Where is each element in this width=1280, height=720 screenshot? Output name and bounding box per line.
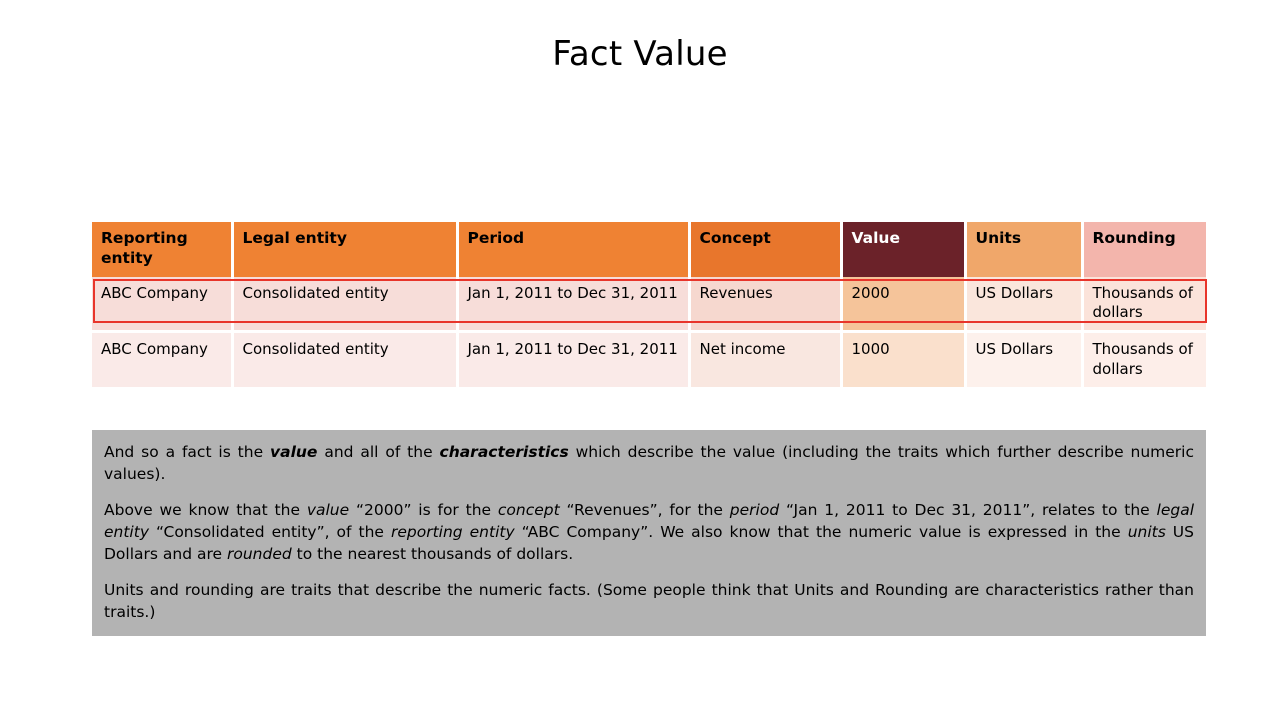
cell-reporting-entity: ABC Company — [92, 332, 232, 387]
caption-p2-emphasis-value: value — [306, 501, 350, 519]
caption-p2-text-6: “ABC Company”. We also know that the numeric value is expressed in the — [514, 523, 1128, 541]
table-row — [92, 332, 1206, 387]
caption-p1-text-3: which describe the value (including the traits which further describe numeric values). — [104, 443, 1194, 483]
caption-p2-text-2: “2000” is for the — [349, 501, 498, 519]
caption-p2-text-8: to the nearest thousands of dollars. — [291, 545, 574, 563]
caption-p2-emphasis-legal-entity: legal entity — [104, 501, 1195, 541]
column-header-reporting-entity: Reporting entity — [92, 222, 232, 277]
caption-p2-emphasis-reporting-entity: reporting entity — [390, 523, 515, 541]
cell-value: 1000 — [841, 332, 965, 387]
cell-value: 2000 — [841, 277, 965, 332]
caption-paragraph-2 — [104, 499, 1194, 565]
cell-reporting-entity: ABC Company — [92, 277, 232, 332]
cell-concept: Net income — [689, 332, 841, 387]
cell-period: Jan 1, 2011 to Dec 31, 2011 — [457, 332, 689, 387]
cell-legal-entity: Consolidated entity — [232, 277, 457, 332]
caption-p1-text-2: and all of the — [317, 443, 440, 461]
column-header-legal-entity: Legal entity — [232, 222, 457, 277]
caption-p2-text-5: “Consolidated entity”, of the — [149, 523, 391, 541]
caption-p2-text-7: US Dollars and are — [104, 523, 1194, 563]
caption-p2-emphasis-period: period — [729, 501, 780, 519]
cell-rounding: Thousands of dollars — [1082, 277, 1206, 332]
fact-table — [92, 222, 1206, 387]
column-header-units: Units — [965, 222, 1082, 277]
caption-p1-text-1: And so a fact is the — [104, 443, 270, 461]
caption-paragraph-3: Units and rounding are traits that describe the numeric facts. (Some people think that Units and Rounding are characteristics rather than traits.) — [104, 581, 1194, 621]
cell-rounding: Thousands of dollars — [1082, 332, 1206, 387]
column-header-rounding: Rounding — [1082, 222, 1206, 277]
caption-p1-emphasis-value: value — [270, 443, 318, 461]
cell-period: Jan 1, 2011 to Dec 31, 2011 — [457, 277, 689, 332]
cell-legal-entity: Consolidated entity — [232, 332, 457, 387]
caption-p2-emphasis-units: units — [1127, 523, 1166, 541]
column-header-value: Value — [841, 222, 965, 277]
caption-panel — [92, 430, 1206, 636]
column-header-concept: Concept — [689, 222, 841, 277]
table-row — [92, 277, 1206, 332]
slide-left-margin — [0, 0, 6, 720]
caption-p2-text-4: “Jan 1, 2011 to Dec 31, 2011”, relates to the — [779, 501, 1157, 519]
cell-units: US Dollars — [965, 277, 1082, 332]
caption-p2-emphasis-concept: concept — [497, 501, 560, 519]
caption-p2-text-3: “Revenues”, for the — [559, 501, 730, 519]
cell-units: US Dollars — [965, 332, 1082, 387]
page-title: Fact Value — [552, 34, 728, 74]
caption-p2-text-1: Above we know that the — [104, 501, 307, 519]
caption-p1-emphasis-characteristics: characteristics — [439, 443, 569, 461]
caption-paragraph-1 — [104, 441, 1194, 485]
column-header-period: Period — [457, 222, 689, 277]
caption-p2-emphasis-rounded: rounded — [227, 545, 292, 563]
table-header-row — [92, 222, 1206, 277]
cell-concept: Revenues — [689, 277, 841, 332]
